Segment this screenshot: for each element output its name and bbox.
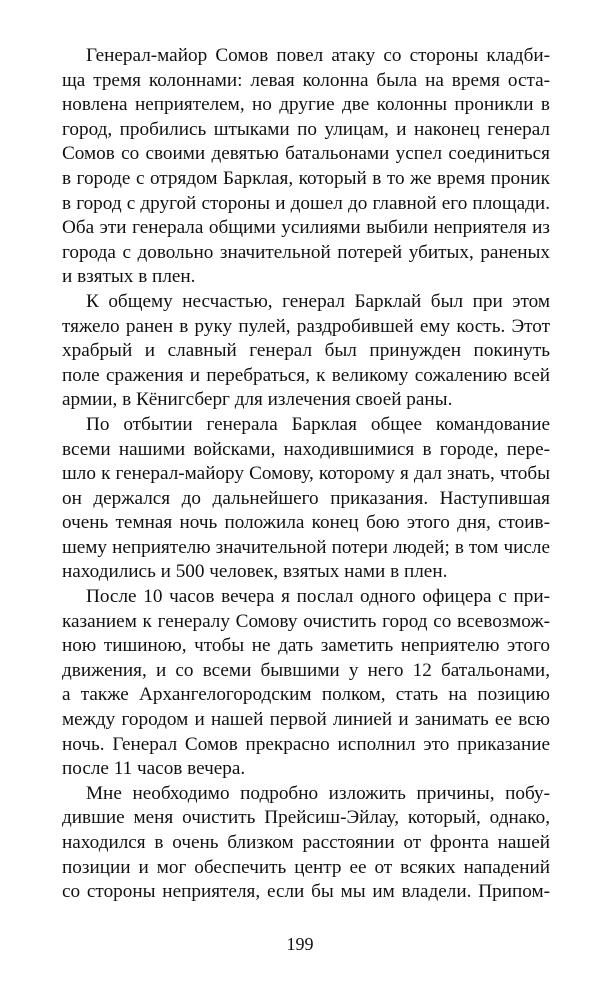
text-line: Мне необходимо подробно изложить причины, побу-	[86, 782, 550, 804]
text-line: очень темная ночь положила конец бою этого дня, стоив-	[62, 512, 550, 534]
text-line: новлена неприятелем, но другие две колонны проникли в	[62, 94, 550, 116]
text-line: армии, в Кёнигсберг для излечения своей раны.	[62, 389, 453, 411]
text-line: в город с другой стороны и дошел до главной его площади.	[62, 192, 550, 214]
paragraph-2	[62, 290, 550, 413]
text-line: После 10 часов вечера я послал одного офицера с при-	[86, 586, 550, 608]
text-line: К общему несчастью, генерал Барклай был при этом	[86, 290, 550, 312]
text-line: ща тремя колоннами: левая колонна была на время оста-	[62, 69, 550, 91]
text-line: шло к генерал-майору Сомову, которому я дал знать, чтобы	[62, 463, 550, 485]
paragraph-4	[62, 585, 550, 782]
paragraph-1	[62, 44, 550, 290]
text-line: всеми нашими войсками, находившимися в городе, пере-	[62, 438, 550, 460]
text-line: дившие меня очистить Прейсиш-Эйлау, который, однако,	[62, 807, 550, 829]
text-line: храбрый и славный генерал был принужден покинуть	[62, 340, 550, 362]
text-line: после 11 часов вечера.	[62, 758, 246, 780]
text-line: он держался до дальнейшего приказания. Наступившая	[62, 487, 550, 509]
text-line: город, пробились штыками по улицам, и наконец генерал	[62, 118, 550, 140]
text-line: Сомов со своими девятью батальонами успел соединиться	[62, 143, 550, 165]
text-line: а также Архангелогородским полком, стать на позицию	[62, 684, 550, 706]
text-line: шему неприятелю значительной потери людей; в том числе	[62, 536, 550, 558]
text-line: позиции и мог обеспечить центр ее от всяких нападений	[62, 856, 550, 878]
text-line: ною тишиною, чтобы не дать заметить неприятелю этого	[62, 635, 550, 657]
text-line: находился в очень близком расстоянии от фронта нашей	[62, 832, 550, 853]
text-line: в городе с отрядом Барклая, который в то же время проник	[62, 167, 550, 189]
text-line: ночь. Генерал Сомов прекрасно исполнил это приказание	[62, 733, 550, 755]
paragraph-3	[62, 413, 550, 585]
text-line: находились и 500 человек, взятых нами в плен.	[62, 561, 448, 583]
page-number: 199	[286, 934, 314, 954]
text-line: По отбытии генерала Барклая общее командование	[86, 413, 550, 435]
text-line: тяжело ранен в руку пулей, раздробившей ему кость. Этот	[62, 315, 550, 337]
text-line: казанием к генералу Сомову очистить город со всевозмож-	[62, 610, 550, 632]
text-line: Оба эти генерала общими усилиями выбили неприятеля из	[62, 217, 550, 239]
text-line: и взятых в плен.	[62, 266, 196, 288]
text-line: со стороны неприятеля, если бы мы им владели. Припом-	[62, 881, 550, 903]
page-body	[62, 44, 550, 905]
paragraph-5	[62, 782, 550, 905]
text-line: поле сражения и перебраться, к великому сожалению всей	[62, 364, 550, 386]
text-line: между городом и нашей первой линией и занимать ее всю	[62, 709, 550, 731]
text-line: Генерал-майор Сомов повел атаку со стороны кладби-	[86, 45, 550, 66]
text-line: движения, и со всеми бывшими у него 12 батальонами,	[62, 659, 550, 681]
text-line: города с довольно значительной потерей убитых, раненых	[62, 241, 550, 263]
